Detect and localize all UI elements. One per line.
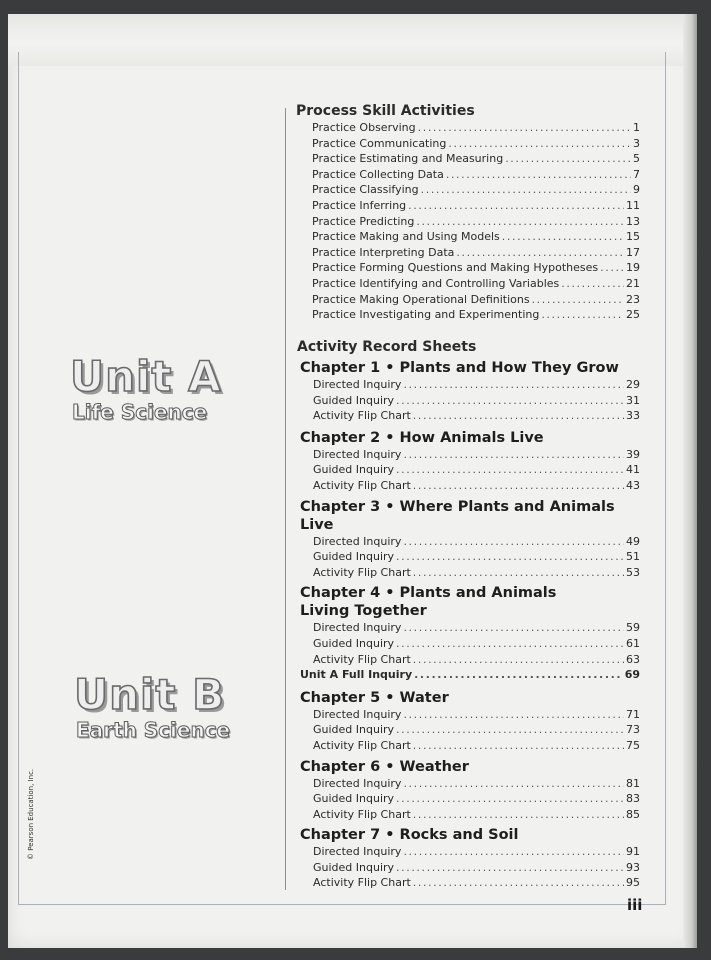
dot-leader <box>396 393 624 409</box>
toc-entry <box>297 462 640 478</box>
dot-leader <box>413 478 624 494</box>
toc-entry <box>297 549 640 565</box>
entry-label: Practice Collecting Data <box>312 167 444 181</box>
entry-label: Practice Estimating and Measuring <box>312 152 504 166</box>
toc-entry <box>296 198 640 214</box>
entry-label: Directed Inquiry <box>313 621 402 635</box>
toc-entry <box>296 151 640 167</box>
dot-leader <box>561 276 624 292</box>
unit-b-heading <box>74 672 230 742</box>
entry-page-number: 71 <box>626 707 640 721</box>
dot-leader <box>396 549 624 565</box>
toc-entry <box>297 377 640 393</box>
process-skills-list <box>296 120 640 323</box>
entry-page-number: 15 <box>626 230 640 244</box>
toc-entry <box>296 182 640 198</box>
dot-leader <box>414 667 623 683</box>
dot-leader <box>396 860 624 876</box>
entry-label: Practice Observing <box>312 121 416 134</box>
dot-leader <box>413 807 624 823</box>
toc-entry <box>297 447 640 463</box>
entry-label: Guided Inquiry <box>313 393 395 407</box>
entry-page-number: 3 <box>633 136 640 150</box>
entry-page-number: 63 <box>626 652 640 666</box>
entry-label: Directed Inquiry <box>313 378 402 391</box>
entry-label: Activity Flip Chart <box>313 652 411 666</box>
toc-entry <box>297 875 640 891</box>
entry-page-number: 81 <box>626 776 640 790</box>
chapter-title: Chapter 7 • Rocks and Soil <box>300 827 519 844</box>
entry-label: Activity Flip Chart <box>313 876 411 890</box>
entry-page-number: 53 <box>626 565 640 579</box>
entry-page-number: 49 <box>626 534 640 548</box>
dot-leader <box>403 377 624 393</box>
column-divider <box>285 108 286 890</box>
entry-page-number: 93 <box>626 860 640 874</box>
chapter-block <box>297 429 640 494</box>
page-number: iii <box>627 896 643 914</box>
dot-leader <box>396 636 624 652</box>
entry-page-number: 69 <box>624 668 640 682</box>
dot-leader <box>396 722 624 738</box>
entry-page-number: 1 <box>633 121 640 134</box>
chapter-title: Chapter 5 • Water <box>300 689 449 706</box>
entry-label: Activity Flip Chart <box>313 478 411 492</box>
entry-label: Guided Inquiry <box>313 550 395 564</box>
entry-page-number: 61 <box>626 636 640 650</box>
entry-label: Practice Investigating and Experimenting <box>312 308 540 322</box>
entry-label: Activity Flip Chart <box>313 409 411 423</box>
dot-leader <box>413 738 624 754</box>
toc-entry <box>297 722 640 738</box>
dot-leader <box>532 292 624 308</box>
toc-entry <box>297 776 640 792</box>
dot-leader <box>403 707 624 723</box>
entry-page-number: 75 <box>626 738 640 752</box>
chapter-block <box>297 359 640 424</box>
dot-leader <box>403 534 624 550</box>
toc-entry <box>297 652 640 668</box>
dot-leader <box>403 844 624 860</box>
activity-record-section <box>297 338 640 891</box>
chapter-block <box>297 689 640 754</box>
toc-entry <box>297 807 640 823</box>
chapter-title-continued: Living Together <box>300 603 427 620</box>
entry-label: Unit A Full Inquiry <box>300 668 413 682</box>
unit-a-title: Unit A <box>70 352 222 401</box>
entry-label: Practice Making and Using Models <box>312 230 500 244</box>
entry-page-number: 9 <box>633 183 640 197</box>
section-title: Activity Record Sheets <box>297 339 477 355</box>
chapter-title: Chapter 4 • Plants and Animals <box>300 585 557 602</box>
toc-entry <box>297 408 640 424</box>
dot-leader <box>600 260 624 276</box>
entry-page-number: 59 <box>626 621 640 635</box>
chapter-block <box>297 498 640 581</box>
entry-label: Practice Inferring <box>312 198 407 212</box>
entry-label: Directed Inquiry <box>313 534 402 548</box>
entry-page-number: 13 <box>626 214 640 228</box>
dot-leader <box>421 182 631 198</box>
entry-page-number: 43 <box>626 478 640 492</box>
toc-entry <box>297 667 640 683</box>
entry-label: Guided Inquiry <box>313 860 395 874</box>
unit-a-heading <box>70 354 222 424</box>
dot-leader <box>396 462 624 478</box>
entry-label: Activity Flip Chart <box>313 565 411 579</box>
entry-page-number: 95 <box>626 876 640 890</box>
chapter-title: Chapter 1 • Plants and How They Grow <box>300 360 619 376</box>
dot-leader <box>418 120 631 136</box>
toc-entry <box>296 120 640 136</box>
dot-leader <box>448 136 631 152</box>
dot-leader <box>408 198 624 214</box>
dot-leader <box>502 229 624 245</box>
dot-leader <box>403 620 624 636</box>
entry-page-number: 23 <box>626 292 640 306</box>
entry-label: Directed Inquiry <box>313 845 402 859</box>
entry-label: Practice Interpreting Data <box>312 245 455 259</box>
toc-entry <box>297 565 640 581</box>
unit-a-subtitle: Life Science <box>72 400 208 424</box>
entry-label: Directed Inquiry <box>313 447 402 461</box>
entry-page-number: 85 <box>626 807 640 821</box>
entry-page-number: 19 <box>626 261 640 275</box>
dot-leader <box>413 565 624 581</box>
entry-page-number: 91 <box>626 845 640 859</box>
toc-entry <box>297 636 640 652</box>
entry-page-number: 39 <box>626 447 640 461</box>
chapter-title: Chapter 3 • Where Plants and Animals Live <box>300 498 615 533</box>
toc-entry <box>296 214 640 230</box>
chapter-block <box>297 758 640 823</box>
dot-leader <box>413 408 624 424</box>
entry-label: Directed Inquiry <box>313 707 402 721</box>
dot-leader <box>403 776 624 792</box>
entry-label: Practice Identifying and Controlling Variables <box>312 276 560 290</box>
toc-entry <box>297 393 640 409</box>
toc-entry <box>297 707 640 723</box>
entry-page-number: 25 <box>626 308 640 322</box>
entry-page-number: 33 <box>626 409 640 423</box>
copyright-notice: © Pearson Education, Inc. <box>27 768 35 860</box>
entry-label: Activity Flip Chart <box>313 807 411 821</box>
entry-page-number: 29 <box>626 378 640 391</box>
dot-leader <box>505 151 631 167</box>
toc-entry <box>297 738 640 754</box>
entry-label: Practice Predicting <box>312 214 415 228</box>
entry-page-number: 41 <box>626 463 640 477</box>
entry-page-number: 5 <box>633 152 640 166</box>
toc-entry <box>296 260 640 276</box>
dot-leader <box>456 245 624 261</box>
toc-entry <box>296 245 640 261</box>
entry-label: Practice Making Operational Definitions <box>312 292 530 306</box>
entry-page-number: 7 <box>633 167 640 181</box>
toc-entry <box>296 276 640 292</box>
dot-leader <box>403 447 624 463</box>
dot-leader <box>413 875 624 891</box>
entry-label: Practice Communicating <box>312 136 447 150</box>
toc-entry <box>296 136 640 152</box>
entry-page-number: 21 <box>626 276 640 290</box>
entry-label: Guided Inquiry <box>313 636 395 650</box>
unit-b-title: Unit B <box>74 670 226 719</box>
entry-label: Directed Inquiry <box>313 776 402 790</box>
entry-label: Practice Forming Questions and Making Hypotheses <box>312 261 599 275</box>
toc-entry <box>297 791 640 807</box>
dot-leader <box>396 791 624 807</box>
toc-entry <box>297 620 640 636</box>
toc-entry <box>297 860 640 876</box>
entry-page-number: 73 <box>626 723 640 737</box>
book-binding <box>683 14 697 948</box>
entry-page-number: 11 <box>626 198 640 212</box>
chapter-title: Chapter 6 • Weather <box>300 758 469 775</box>
toc-entry <box>297 478 640 494</box>
toc-entry <box>296 167 640 183</box>
toc-entry <box>297 534 640 550</box>
chapters-list <box>297 359 640 891</box>
toc-entry <box>296 229 640 245</box>
chapter-block <box>297 584 640 682</box>
section-title: Process Skill Activities <box>296 103 475 119</box>
process-skills-section <box>296 102 640 323</box>
entry-label: Guided Inquiry <box>313 792 395 806</box>
dot-leader <box>413 652 624 668</box>
entry-label: Activity Flip Chart <box>313 738 411 752</box>
dot-leader <box>416 214 624 230</box>
toc-entry <box>296 292 640 308</box>
entry-label: Practice Classifying <box>312 183 419 197</box>
dot-leader <box>541 307 624 323</box>
entry-page-number: 17 <box>626 245 640 259</box>
entry-page-number: 83 <box>626 792 640 806</box>
toc-entry <box>297 844 640 860</box>
entry-label: Guided Inquiry <box>313 463 395 477</box>
unit-b-subtitle: Earth Science <box>76 718 231 742</box>
entry-label: Guided Inquiry <box>313 723 395 737</box>
chapter-block <box>297 826 640 891</box>
entry-page-number: 51 <box>626 550 640 564</box>
toc-entry <box>296 307 640 323</box>
chapter-title: Chapter 2 • How Animals Live <box>300 429 544 446</box>
entry-page-number: 31 <box>626 393 640 407</box>
dot-leader <box>446 167 631 183</box>
